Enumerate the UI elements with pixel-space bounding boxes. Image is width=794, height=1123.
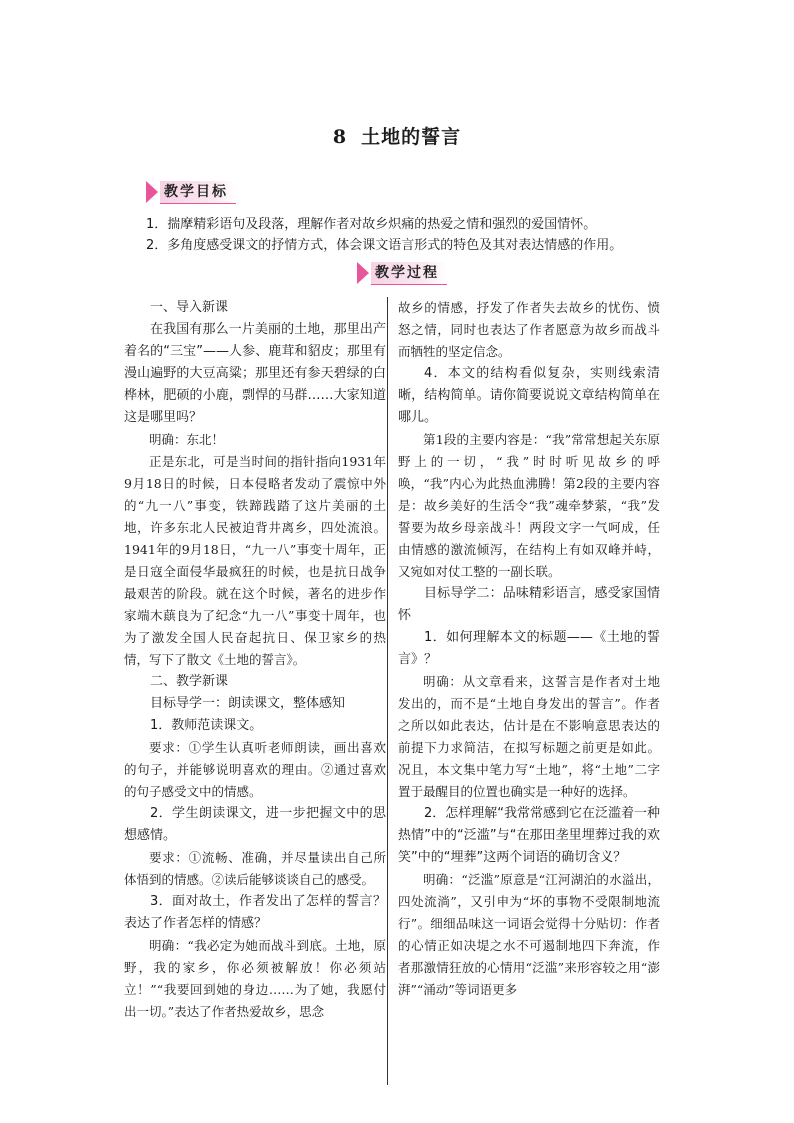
paragraph: 一、导入新课 (150, 300, 229, 315)
lesson-number: 8 (332, 126, 348, 148)
goal-item: 1．揣摩精彩语句及段落，理解作者对故乡炽痛的热爱之情和强烈的爱国情怀。 (146, 217, 597, 232)
section-label-process: 教学过程 (371, 262, 447, 285)
section-tag-goals (146, 181, 236, 203)
paragraph: 明确：从文章看来，这誓言是作者对土地发出的，而不是“土地自身发出的誓言”。作者之所以如此表达，估计是在不影响意思表达的前提下力求简洁，在拟写标题之前更是如此。况且，本文集中笔力写“土地”，将“土地”二字置于最醒目的位置也确实是一种好的选择。 (398, 674, 660, 799)
paragraph: 3．面对故土，作者发出了怎样的誓言？表达了作者怎样的情感？ (124, 894, 386, 931)
paragraph: 1．如何理解本文的标题——《土地的誓言》？ (398, 630, 660, 667)
paragraph: 目标导学二：品味精彩语言，感受家国情怀 (398, 586, 660, 623)
paragraph: 在我国有那么一片美丽的土地，那里出产着名的“三宝”——人参、鹿茸和貂皮；那里有漫山遍野的大豆高粱；那里还有参天碧绿的白桦林，肥硕的小鹿，剽悍的马群……大家知道这是哪里吗？ (124, 322, 386, 425)
paragraph: 明确：“我必定为她而战斗到底。土地，原野，我的家乡，你必须被解放！你必须站立！”“我要回到她的身边……为了她，我愿付出一切。”表达了作者热爱故乡，思念 (124, 938, 386, 1019)
paragraph: 2．怎样理解“我常常感到它在泛滥着一种热情”中的“泛滥”与“在那田垄里埋葬过我的欢笑”中的“埋葬”这两个词语的确切含义？ (398, 806, 661, 865)
goals-list (146, 214, 666, 256)
left-column (124, 297, 386, 1023)
lesson-title: 土地的誓言 (361, 126, 462, 148)
paragraph: 正是东北，可是当时间的指针指向1931年9月18日的时候，日本侵略者发动了震惊中外的“九一八”事变，铁蹄践踏了这片美丽的土地，许多东北人民被迫背井离乡，四处流浪。1941年的9月18日，“九一八”事变十周年，正是日寇全面侵华最疯狂的时候，也是抗日战争最艰苦的阶段。就在这个时候，著名的进步作家端木蕻良为了纪念“九一八”事变十周年，也为了激发全国人民奋起抗日、保卫家乡的热情，写下了散文《土地的誓言》。 (124, 454, 386, 667)
paragraph: 4．本文的结构看似复杂，实则线索清晰，结构简单。请你简要说说文章结构简单在哪儿。 (398, 366, 660, 425)
paragraph: 明确：东北！ (149, 432, 225, 447)
paragraph: 2．学生朗读课文，进一步把握文中的思想感情。 (124, 806, 386, 843)
goal-item: 2．多角度感受课文的抒情方式，体会课文语言形式的特色及其对表达情感的作用。 (146, 238, 623, 253)
section-tag-process (357, 262, 447, 284)
triangle-marker-icon (146, 181, 158, 203)
page-title (0, 122, 794, 149)
right-column (398, 297, 660, 1001)
section-label-goals: 教学目标 (160, 181, 236, 204)
paragraph: 第1段的主要内容是：“我”常常想起关东原野上的一切，“我”时时听见故乡的呼唤，“我”内心为此热血沸腾！第2段的主要内容是：故乡美好的生活令“我”魂牵梦萦，“我”发誓要为故乡母亲战斗！两段文字一气呵成，任由情感的激流倾泻，在结构上有如双峰并峙，又宛如对仗工整的一副长联。 (398, 432, 660, 579)
paragraph: 要求：①流畅、准确，并尽量读出自己所体悟到的情感。②读后能够谈谈自己的感受。 (124, 850, 386, 887)
paragraph: 目标导学一：朗读课文，整体感知 (150, 696, 346, 711)
paragraph: 1．教师范读课文。 (150, 718, 263, 733)
paragraph: 故乡的情感，抒发了作者失去故乡的忧伤、愤怒之情，同时也表达了作者愿意为故乡而战斗而牺牲的坚定信念。 (398, 300, 660, 359)
paragraph: 二、教学新课 (150, 674, 229, 689)
column-divider (387, 297, 388, 1085)
triangle-marker-icon (357, 262, 369, 284)
paragraph: 明确：“泛滥”原意是“江河湖泊的水溢出，四处流淌”，又引申为“坏的事物不受限制地流行”。细细品味这一词语会觉得十分贴切：作者的心情正如决堤之水不可遏制地四下奔流，作者那激情狂放的心情用“泛滥”来形容较之用“澎湃”“涌动”等词语更多 (398, 872, 660, 997)
paragraph: 要求：①学生认真听老师朗读，画出喜欢的句子，并能够说明喜欢的理由。②通过喜欢的句子感受文中的情感。 (124, 740, 386, 799)
